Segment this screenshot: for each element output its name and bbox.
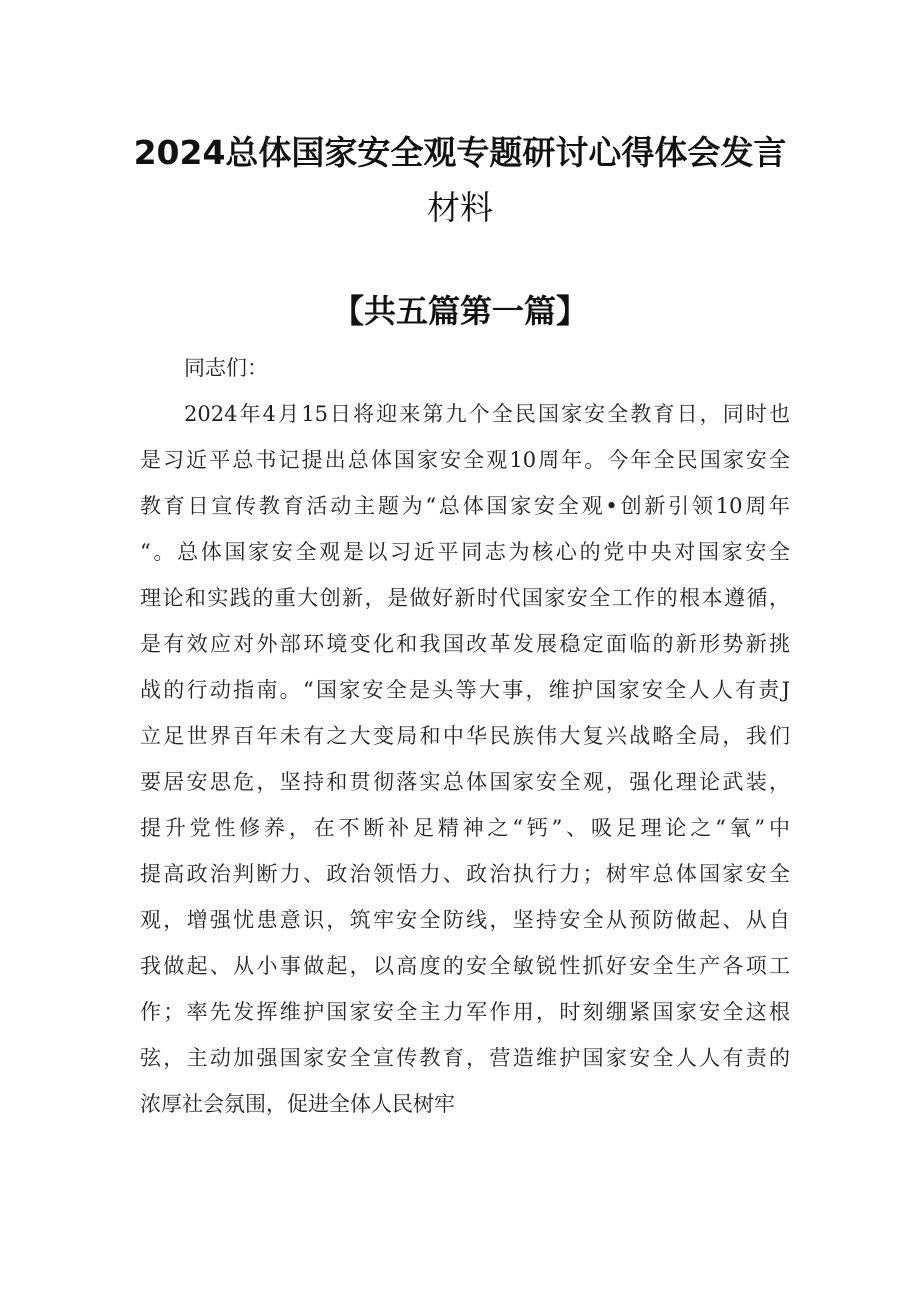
document-title-line-1: 2024总体国家安全观专题研讨心得体会发言 xyxy=(133,133,787,172)
paragraph-line: 立足世界百年未有之大变局和中华民族伟大复兴战略全局，我们 xyxy=(140,724,790,748)
paragraph-line: 2024年4月15日将迎来第九个全民国家安全教育日，同时也 xyxy=(184,402,790,426)
document-title-line-2: 材料 xyxy=(427,188,493,227)
paragraph-line: 我做起、从小事做起，以高度的安全敏锐性抓好安全生产各项工 xyxy=(140,954,790,978)
paragraph-line: 提升党性修养，在不断补足精神之“钙”、吸足理论之“氧”中 xyxy=(140,816,790,840)
document-subtitle: 【共五篇第一篇】 xyxy=(331,292,588,330)
paragraph-line: 是习近平总书记提出总体国家安全观10周年。今年全民国家安全 xyxy=(140,448,790,472)
paragraph-line: 作；率先发挥维护国家安全主力军作用，时刻绷紧国家安全这根 xyxy=(140,1000,790,1024)
salutation: 同志们： xyxy=(184,356,268,380)
paragraph-line: 浓厚社会氛围，促进全体人民树牢 xyxy=(140,1092,455,1116)
paragraph-line: 教育日宣传教育活动主题为“总体国家安全观•创新引领10周年 xyxy=(140,494,790,518)
paragraph-line: 理论和实践的重大创新，是做好新时代国家安全工作的根本遵循， xyxy=(140,586,790,610)
paragraph-line: 提高政治判断力、政治领悟力、政治执行力；树牢总体国家安全 xyxy=(140,862,790,886)
paragraph-line: 要居安思危，坚持和贯彻落实总体国家安全观，强化理论武装， xyxy=(140,770,790,794)
paragraph-line: 弦，主动加强国家安全宣传教育，营造维护国家安全人人有责的 xyxy=(140,1046,790,1070)
paragraph-line: 观，增强忧患意识，筑牢安全防线，坚持安全从预防做起、从自 xyxy=(140,908,790,932)
paragraph-line: 是有效应对外部环境变化和我国改革发展稳定面临的新形势新挑 xyxy=(140,632,790,656)
paragraph-line: “。总体国家安全观是以习近平同志为核心的党中央对国家安全 xyxy=(140,540,790,564)
paragraph-line: 战的行动指南。“国家安全是头等大事，维护国家安全人人有责J xyxy=(140,678,790,702)
